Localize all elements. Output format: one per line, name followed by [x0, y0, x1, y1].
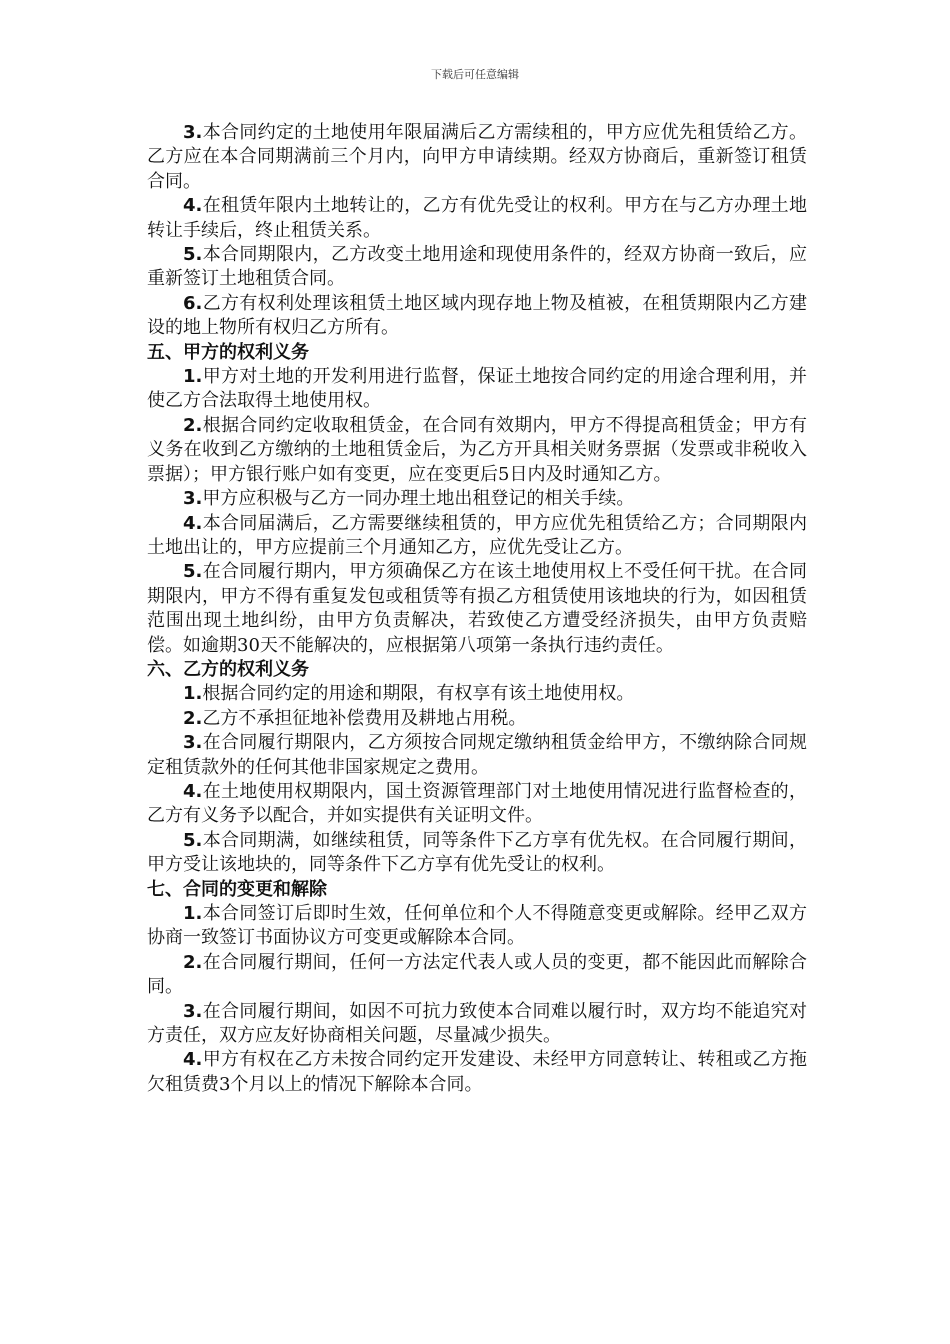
- clause-text: 在合同履行期间，如因不可抗力致使本合同难以履行时，双方均不能追究对方责任，双方应友好协商相关问题，尽量减少损失。: [147, 1000, 807, 1047]
- clause-number: 4.: [183, 512, 203, 534]
- clause-paragraph: [147, 512, 807, 561]
- clause-text: 乙方有权利处理该租赁土地区域内现存地上物及植被，在租赁期限内乙方建设的地上物所有权归乙方所有。: [147, 292, 807, 339]
- clause-paragraph: [147, 951, 807, 1000]
- clause-number: 3.: [183, 488, 203, 510]
- clause-text: 甲方有权在乙方未按合同约定开发建设、未经甲方同意转让、转租或乙方拖欠租赁费3个月以上的情况下解除本合同。: [147, 1049, 807, 1095]
- clause-paragraph: [147, 1048, 807, 1097]
- clause-number: 6.: [183, 292, 203, 314]
- clause-paragraph: [147, 829, 807, 878]
- clause-number: 3.: [183, 732, 203, 754]
- clause-number: 1.: [183, 366, 203, 388]
- clause-text: 根据合同约定收取租赁金，在合同有效期内，甲方不得提高租赁金；甲方有义务在收到乙方缴纳的土地租赁金后，为乙方开具相关财务票据（发票或非税收入票据）；甲方银行账户如有变更，应在变更后5日内及时通知乙方。: [147, 414, 807, 485]
- clause-number: 5.: [183, 829, 203, 851]
- clause-paragraph: [147, 365, 807, 414]
- clause-text: 在合同履行期内，甲方须确保乙方在该土地使用权上不受任何干扰。在合同期限内，甲方不得有重复发包或租赁等有损乙方租赁使用该地块的行为，如因租赁范围出现土地纠纷，由甲方负责解决，若致使乙方遭受经济损失，由甲方负责赔偿。如逾期30天不能解决的，应根据第八项第一条执行违约责任。: [147, 561, 807, 656]
- clause-text: 本合同签订后即时生效，任何单位和个人不得随意变更或解除。经甲乙双方协商一致签订书面协议方可变更或解除本合同。: [147, 903, 807, 949]
- clause-number: 1.: [183, 903, 203, 924]
- clause-number: 4.: [183, 1049, 203, 1071]
- clause-number: 3.: [183, 1000, 203, 1022]
- clause-number: 1.: [183, 683, 203, 705]
- clause-text: 根据合同约定的用途和期限，有权享有该土地使用权。: [202, 683, 635, 705]
- document-body: [147, 121, 807, 1097]
- clause-paragraph: [147, 902, 807, 951]
- clause-number: 4.: [183, 195, 203, 217]
- clause-text: 在合同履行期限内，乙方须按合同规定缴纳租赁金给甲方，不缴纳除合同规定租赁款外的任何其他非国家规定之费用。: [147, 732, 807, 778]
- page-header: 下载后可任意编辑: [431, 68, 519, 81]
- clause-text: 在合同履行期间，任何一方法定代表人或人员的变更，都不能因此而解除合同。: [147, 951, 807, 998]
- clause-paragraph: [147, 1000, 807, 1049]
- section-heading: 七、合同的变更和解除: [147, 878, 327, 900]
- clause-number: 2.: [183, 707, 203, 729]
- clause-paragraph: [147, 707, 807, 731]
- clause-paragraph: [147, 121, 807, 194]
- clause-paragraph: [147, 560, 807, 658]
- section-heading: 六、乙方的权利义务: [147, 658, 309, 680]
- clause-text: 在租赁年限内土地转让的，乙方有优先受让的权利。甲方在与乙方办理土地转让手续后，终止租赁关系。: [147, 195, 807, 241]
- clause-number: 2.: [183, 951, 203, 973]
- clause-text: 本合同期限内，乙方改变土地用途和现使用条件的，经双方协商一致后，应重新签订土地租赁合同。: [147, 244, 807, 290]
- clause-paragraph: [147, 487, 807, 511]
- clause-text: 本合同届满后，乙方需要继续租赁的，甲方应优先租赁给乙方；合同期限内土地出让的，甲方应提前三个月通知乙方，应优先受让乙方。: [147, 512, 807, 558]
- clause-text: 甲方应积极与乙方一同办理土地出租登记的相关手续。: [202, 488, 635, 510]
- clause-number: 5.: [183, 244, 203, 266]
- clause-number: 3.: [183, 122, 203, 143]
- clause-number: 4.: [183, 780, 203, 802]
- clause-text: 本合同期满，如继续租赁，同等条件下乙方享有优先权。在合同履行期间，甲方受让该地块的，同等条件下乙方享有优先受让的权利。: [147, 829, 807, 876]
- clause-number: 2.: [183, 414, 203, 436]
- clause-text: 本合同约定的土地使用年限届满后乙方需续租的，甲方应优先租赁给乙方。乙方应在本合同期满前三个月内，向甲方申请续期。经双方协商后，重新签订租赁合同。: [147, 122, 807, 192]
- clause-paragraph: [147, 731, 807, 780]
- clause-text: 在土地使用权期限内，国土资源管理部门对土地使用情况进行监督检查的，乙方有义务予以配合，并如实提供有关证明文件。: [147, 780, 807, 827]
- clause-text: 乙方不承担征地补偿费用及耕地占用税。: [202, 707, 527, 729]
- clause-paragraph: [147, 292, 807, 341]
- clause-paragraph: [147, 780, 807, 829]
- clause-paragraph: [147, 414, 807, 487]
- section-heading: 五、甲方的权利义务: [147, 341, 309, 363]
- clause-number: 5.: [183, 561, 203, 583]
- clause-paragraph: [147, 243, 807, 292]
- clause-paragraph: [147, 682, 807, 706]
- clause-paragraph: [147, 194, 807, 243]
- clause-text: 甲方对土地的开发利用进行监督，保证土地按合同约定的用途合理利用，并使乙方合法取得土地使用权。: [147, 366, 807, 412]
